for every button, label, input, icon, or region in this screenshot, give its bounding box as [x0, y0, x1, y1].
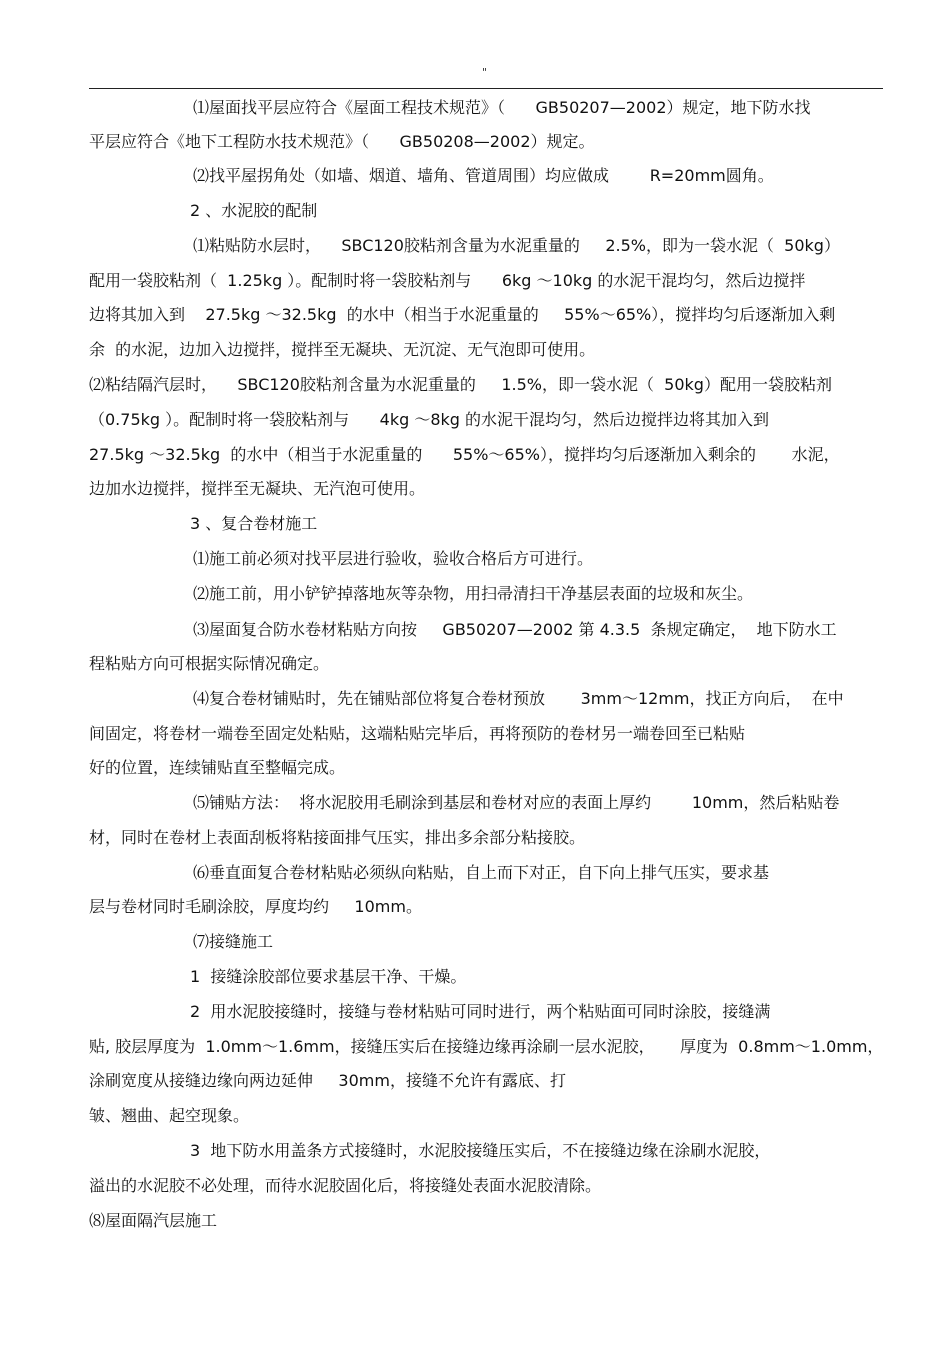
text-line: 27.5kg ～32.5kg 的水中（相当于水泥重量的 55%～65%），搅拌均匀后逐渐加入剩余的 水泥， — [89, 445, 840, 464]
text-line: 边加水边搅拌，搅拌至无凝块、无汽泡可使用。 — [89, 479, 426, 498]
header-rule — [89, 88, 883, 89]
text-line: （0.75kg ）。配制时将一袋胶粘剂与 4kg ～8kg 的水泥干混均匀，然后边搅拌边将其加入到 — [89, 410, 770, 429]
text-line: 贴, 胶层厚度为 1.0mm～1.6mm，接缝压实后在接缝边缘再涂刷一层水泥胶， 厚度为 0.8mm～1.0mm， — [89, 1037, 884, 1056]
text-line: 好的位置，连续铺贴直至整幅完成。 — [89, 758, 346, 777]
text-line: 程粘贴方向可根据实际情况确定。 — [89, 654, 330, 673]
text-line: ⑷复合卷材铺贴时，先在铺贴部位将复合卷材预放 3mm～12mm，找正方向后， 在中 — [193, 689, 844, 708]
header-mark: " — [482, 66, 488, 79]
text-line: ⑴施工前必须对找平层进行验收，验收合格后方可进行。 — [193, 549, 594, 568]
text-line: 2 用水泥胶接缝时，接缝与卷材粘贴可同时进行，两个粘贴面可同时涂胶，接缝满 — [190, 1002, 771, 1021]
text-line: 1 接缝涂胶部位要求基层干净、干燥。 — [190, 967, 467, 986]
text-line: ⑸铺贴方法： 将水泥胶用毛刷涂到基层和卷材对应的表面上厚约 10mm，然后粘贴卷 — [193, 793, 840, 812]
text-line: ⑶屋面复合防水卷材粘贴方向按 GB50207—2002 第 4.3.5 条规定确定， 地下防水工 — [193, 620, 837, 639]
text-line: 材，同时在卷材上表面刮板将粘接面排气压实，排出多余部分粘接胶。 — [89, 828, 586, 847]
text-line: 平层应符合《地下工程防水技术规范》（ GB50208—2002）规定。 — [89, 132, 595, 151]
text-line: 配用一袋胶粘剂（ 1.25kg ）。配制时将一袋胶粘剂与 6kg ～10kg 的水泥干混均匀，然后边搅拌 — [89, 271, 806, 290]
text-line: 层与卷材同时毛刷涂胶，厚度均约 10mm。 — [89, 897, 422, 916]
text-line: 皱、翘曲、起空现象。 — [89, 1106, 250, 1125]
text-line: ⑵施工前，用小铲铲掉落地灰等杂物，用扫帚清扫干净基层表面的垃圾和灰尘。 — [193, 584, 754, 603]
text-line: ⑺接缝施工 — [193, 932, 274, 951]
text-line: ⑹垂直面复合卷材粘贴必须纵向粘贴，自上而下对正，自下向上排气压实，要求基 — [193, 863, 770, 882]
text-line: ⑵找平屋拐角处（如墙、烟道、墙角、管道周围）均应做成 R=20mm圆角。 — [193, 166, 774, 185]
section-heading: 2 、水泥胶的配制 — [190, 201, 318, 220]
text-line: 间固定，将卷材一端卷至固定处粘贴，这端粘贴完毕后，再将预防的卷材另一端卷回至已粘贴 — [89, 724, 746, 743]
text-line: ⑵粘结隔汽层时， SBC120胶粘剂含量为水泥重量的 1.5%，即一袋水泥（ 50kg）配用一袋胶粘剂 — [89, 375, 832, 394]
text-line: 涂刷宽度从接缝边缘向两边延伸 30mm，接缝不允许有露底、打 — [89, 1071, 566, 1090]
text-line: ⑻屋面隔汽层施工 — [89, 1211, 218, 1230]
section-heading: 3 、复合卷材施工 — [190, 514, 318, 533]
text-line: 余 的水泥，边加入边搅拌，搅拌至无凝块、无沉淀、无气泡即可使用。 — [89, 340, 596, 359]
text-line: 3 地下防水用盖条方式接缝时，水泥胶接缝压实后，不在接缝边缘在涂刷水泥胶， — [190, 1141, 771, 1160]
text-line: 溢出的水泥胶不必处理，而待水泥胶固化后，将接缝处表面水泥胶清除。 — [89, 1176, 602, 1195]
text-line: ⑴粘贴防水层时， SBC120胶粘剂含量为水泥重量的 2.5%，即为一袋水泥（ 50kg） — [193, 236, 840, 255]
text-line: ⑴屋面找平层应符合《屋面工程技术规范》（ GB50207—2002）规定，地下防水找 — [193, 98, 811, 117]
text-line: 边将其加入到 27.5kg ～32.5kg 的水中（相当于水泥重量的 55%～65%），搅拌均匀后逐渐加入剩 — [89, 305, 836, 324]
